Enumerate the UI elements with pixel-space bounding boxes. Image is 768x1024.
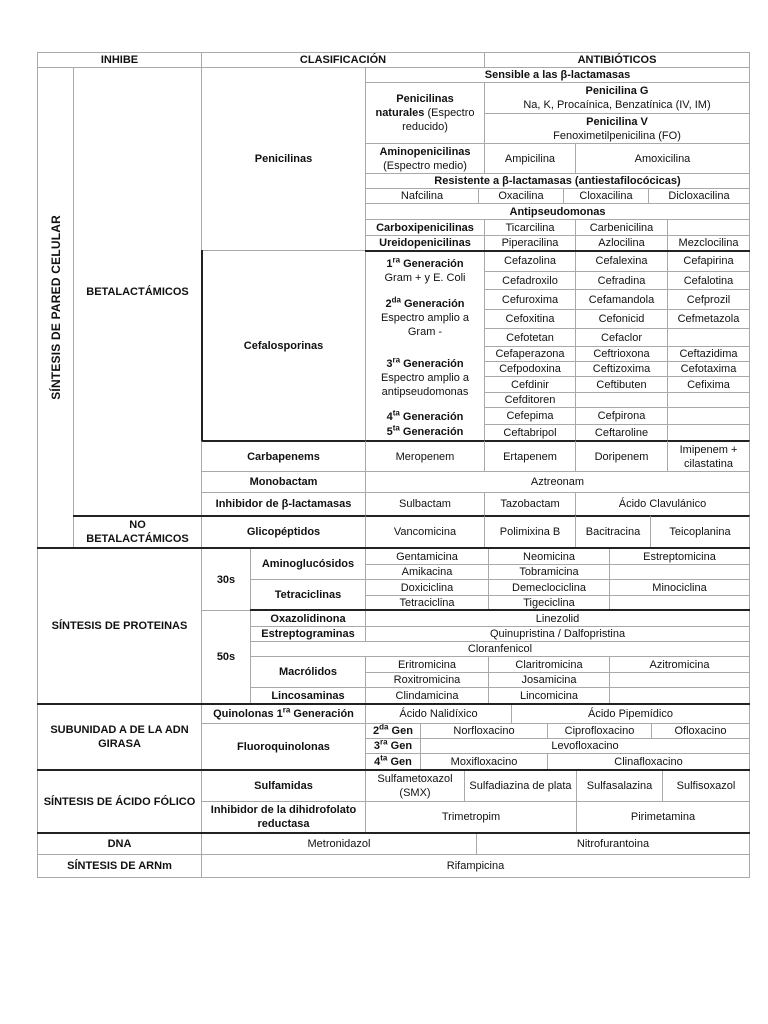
drug-cell: Levofloxacino	[420, 738, 750, 754]
drug-cell: Sulfisoxazol	[662, 770, 750, 802]
sensible-betalactamasas: Sensible a las β-lactamasas	[365, 67, 750, 83]
drug-cell: Ticarcilina	[484, 219, 576, 236]
quinolonas-label: Quinolonas $1^{ra}$ Generación	[201, 704, 366, 724]
oxazolidinona-label: Oxazolidinona	[250, 610, 366, 627]
drug-cell: Josamicina	[488, 672, 610, 688]
aminoglucosidos-label: Aminoglucósidos	[250, 548, 366, 580]
empty-cell	[667, 424, 750, 441]
empty-cell	[609, 687, 750, 704]
drug-cell: Ceftizoxima	[575, 361, 668, 377]
drug-cell: Ácido Pipemídico	[511, 704, 750, 724]
cef-gen1: $1^{ra}$ Generación Gram + y E. Coli	[366, 254, 484, 288]
divider	[365, 250, 750, 252]
drug-cell: Cefpirona	[575, 407, 668, 425]
drug-cell: Azlocilina	[575, 235, 668, 251]
no-betalactamicos-label: NO BETALACTÁMICOS	[73, 515, 202, 548]
macrolidos-label: Macrólidos	[250, 656, 366, 688]
cefalosporinas-label: Cefalosporinas	[201, 250, 366, 441]
fluoro-gen3: $3^{ra}$ Gen	[365, 738, 421, 754]
drug-cell: Cefoxitina	[484, 309, 576, 329]
divider	[73, 515, 202, 517]
section-divider	[37, 769, 750, 771]
header-clasificacion: CLASIFICACIÓN	[201, 52, 485, 68]
section-divider	[37, 832, 750, 834]
drug-cell: Cefdinir	[484, 376, 576, 393]
drug-cell: Clinafloxacino	[547, 753, 750, 770]
drug-cell: Metronidazol	[201, 833, 477, 855]
drug-cell: Oxacilina	[478, 188, 564, 204]
drug-cell: Sulbactam	[365, 492, 485, 516]
fluoroquinolonas-label: Fluoroquinolonas	[201, 723, 366, 770]
empty-cell	[667, 328, 750, 347]
drug-cell: Tetraciclina	[365, 595, 489, 611]
drug-cell: Cefonicid	[575, 309, 668, 329]
empty-cell	[609, 672, 750, 688]
divider	[250, 609, 750, 611]
drug-cell: Pirimetamina	[576, 801, 750, 833]
section-pared-celular	[37, 67, 74, 548]
cef-gen4: $4^{ta}$ Generación	[366, 409, 484, 424]
drug-cell: Amikacina	[365, 564, 489, 580]
fluoro-gen4: $4^{ta}$ Gen	[365, 753, 421, 770]
drug-cell: Cefapirina	[667, 250, 750, 272]
drug-cell: Minociclina	[609, 579, 750, 596]
header-inhibe: INHIBE	[37, 52, 202, 68]
drug-cell: Imipenem + cilastatina	[667, 440, 750, 472]
lincosaminas-label: Lincosaminas	[250, 687, 366, 704]
drug-cell: Ertapenem	[484, 440, 576, 472]
cef-gen2: $2^{da}$ Generación Espectro amplio a Gram -	[366, 294, 484, 342]
drug-cell: Sulfasalazina	[576, 770, 663, 802]
empty-cell	[667, 407, 750, 425]
drug-cell: Clindamicina	[365, 687, 489, 704]
drug-cell: Cefmetazola	[667, 309, 750, 329]
drug-cell: Cefradina	[575, 271, 668, 290]
estreptograminas-label: Estreptograminas	[250, 626, 366, 642]
monobactam-label: Monobactam	[201, 471, 366, 493]
drug-cell: Roxitromicina	[365, 672, 489, 688]
drug-cell: Tobramicina	[488, 564, 610, 580]
drug-cell: Bacitracina	[575, 515, 651, 548]
cef-gen3: $3^{ra}$ Generación Espectro amplio a antipseudomonas	[366, 354, 484, 402]
drug-cell: Tigeciclina	[488, 595, 610, 611]
drug-cell: Mezclocilina	[667, 235, 750, 251]
drug-cell: Azitromicina	[609, 656, 750, 673]
drug-cell: Neomicina	[488, 548, 610, 565]
drug-cell: Ceftaroline	[575, 424, 668, 441]
inhibidor-betalactamasas-label: Inhibidor de β-lactamasas	[201, 492, 366, 516]
sulfamidas-label: Sulfamidas	[201, 770, 366, 802]
drug-cell: Cefditoren	[484, 392, 576, 408]
drug-cell: Piperacilina	[484, 235, 576, 251]
drug-cell: Cefadroxilo	[484, 271, 576, 290]
drug-cell: Polimixina B	[484, 515, 576, 548]
drug-cell: Carbenicilina	[575, 219, 668, 236]
subunit-30s: 30s	[201, 548, 251, 611]
inhibidor-dihidrofolato-label: Inhibidor de la dihidrofolato reductasa	[201, 801, 366, 833]
drug-cell: Meropenem	[365, 440, 485, 472]
antipseudomonas: Antipseudomonas	[365, 203, 750, 220]
fluoro-gen2: $2^{da}$ Gen	[365, 723, 421, 739]
drug-cell: Dicloxacilina	[648, 188, 750, 204]
drug-cell: Cloxacilina	[563, 188, 649, 204]
drug-cell: Doripenem	[575, 440, 668, 472]
drug-cell: Gentamicina	[365, 548, 489, 565]
drug-cell: Cloranfenicol	[250, 641, 750, 657]
empty-cell	[575, 392, 668, 408]
betalactamicos-label: BETALACTÁMICOS	[73, 67, 202, 516]
drug-cell: Ceftrioxona	[575, 346, 668, 362]
drug-cell: Lincomicina	[488, 687, 610, 704]
drug-cell: Teicoplanina	[650, 515, 750, 548]
drug-cell: Quinupristina / Dalfopristina	[365, 626, 750, 642]
drug-cell: Rifampicina	[201, 854, 750, 878]
drug-cell: Ciprofloxacino	[547, 723, 652, 739]
drug-cell: Ceftabripol	[484, 424, 576, 441]
drug-cell: Ampicilina	[484, 143, 576, 174]
drug-cell: Cefazolina	[484, 250, 576, 272]
drug-cell: Cefixima	[667, 376, 750, 393]
drug-cell: Ácido Nalidíxico	[365, 704, 512, 724]
section-title-dna: DNA	[37, 833, 202, 855]
drug-cell: Cefaclor	[575, 328, 668, 347]
resistente-betalactamasas: Resistente a β-lactamasas (antiestafilocócicas)	[365, 173, 750, 189]
drug-cell: Cefaperazona	[484, 346, 576, 362]
section-divider	[37, 703, 750, 705]
empty-cell	[609, 564, 750, 580]
drug-cell: Norfloxacino	[420, 723, 548, 739]
penicilinas-label: Penicilinas	[201, 67, 366, 251]
carboxipenicilinas: Carboxipenicilinas	[365, 219, 485, 236]
section-title-arnm: SÍNTESIS DE ARNm	[37, 854, 202, 878]
drug-cell: Nitrofurantoina	[476, 833, 750, 855]
penicilina-v: Penicilina V Fenoximetilpenicilina (FO)	[484, 113, 750, 144]
drug-cell: Demeclociclina	[488, 579, 610, 596]
drug-cell: Cefuroxima	[484, 289, 576, 310]
drug-cell: Cefpodoxina	[484, 361, 576, 377]
subunit-50s: 50s	[201, 610, 251, 704]
drug-cell: Cefepima	[484, 407, 576, 425]
drug-cell: Estreptomicina	[609, 548, 750, 565]
drug-cell: Vancomicina	[365, 515, 485, 548]
drug-cell: Cefotetan	[484, 328, 576, 347]
drug-cell: Cefprozil	[667, 289, 750, 310]
empty-cell	[667, 392, 750, 408]
drug-cell: Sulfametoxazol (SMX)	[365, 770, 465, 802]
section-title-folico: SÍNTESIS DE ÁCIDO FÓLICO	[37, 770, 202, 833]
drug-cell: Sulfadiazina de plata	[464, 770, 577, 802]
penicilina-g: Penicilina G Na, K, Procaínica, Benzatínica (IV, IM)	[484, 82, 750, 114]
drug-cell: Amoxicilina	[575, 143, 750, 174]
aminopenicilinas: Aminopenicilinas (Espectro medio)	[365, 143, 485, 174]
empty-cell	[667, 219, 750, 236]
section-title-proteinas: SÍNTESIS DE PROTEINAS	[37, 548, 202, 704]
drug-cell: Ofloxacino	[651, 723, 750, 739]
drug-cell: Ceftazidima	[667, 346, 750, 362]
drug-cell: Moxifloxacino	[420, 753, 548, 770]
tetraciclinas-label: Tetraciclinas	[250, 579, 366, 611]
drug-cell: Nafcilina	[365, 188, 479, 204]
drug-cell: Tazobactam	[484, 492, 576, 516]
penicilinas-naturales: Penicilinas naturales (Espectro reducido)	[365, 82, 485, 144]
drug-cell: Linezolid	[365, 610, 750, 627]
drug-cell: Trimetropim	[365, 801, 577, 833]
drug-cell: Aztreonam	[365, 471, 750, 493]
section-title-girasa: SUBUNIDAD A DE LA ADN GIRASA	[37, 704, 202, 770]
section-title-pared: SÍNTESIS DE PARED CELULAR	[48, 215, 63, 400]
drug-cell: Ceftibuten	[575, 376, 668, 393]
glicopeptidos-label: Glicopéptidos	[201, 515, 366, 548]
carbapenems-label: Carbapenems	[201, 440, 366, 472]
divider	[201, 250, 203, 441]
drug-cell: Cefalotina	[667, 271, 750, 290]
drug-cell: Claritromicina	[488, 656, 610, 673]
drug-cell: Cefalexina	[575, 250, 668, 272]
cef-gen5: $5^{ta}$ Generación	[366, 424, 484, 439]
header-antibioticos: ANTIBIÓTICOS	[484, 52, 750, 68]
ureidopenicilinas: Ureidopenicilinas	[365, 235, 485, 251]
drug-cell: Eritromicina	[365, 656, 489, 673]
section-divider	[37, 547, 750, 549]
drug-cell: Doxiciclina	[365, 579, 489, 596]
drug-cell: Cefamandola	[575, 289, 668, 310]
drug-cell: Ácido Clavulánico	[575, 492, 750, 516]
drug-cell: Cefotaxima	[667, 361, 750, 377]
